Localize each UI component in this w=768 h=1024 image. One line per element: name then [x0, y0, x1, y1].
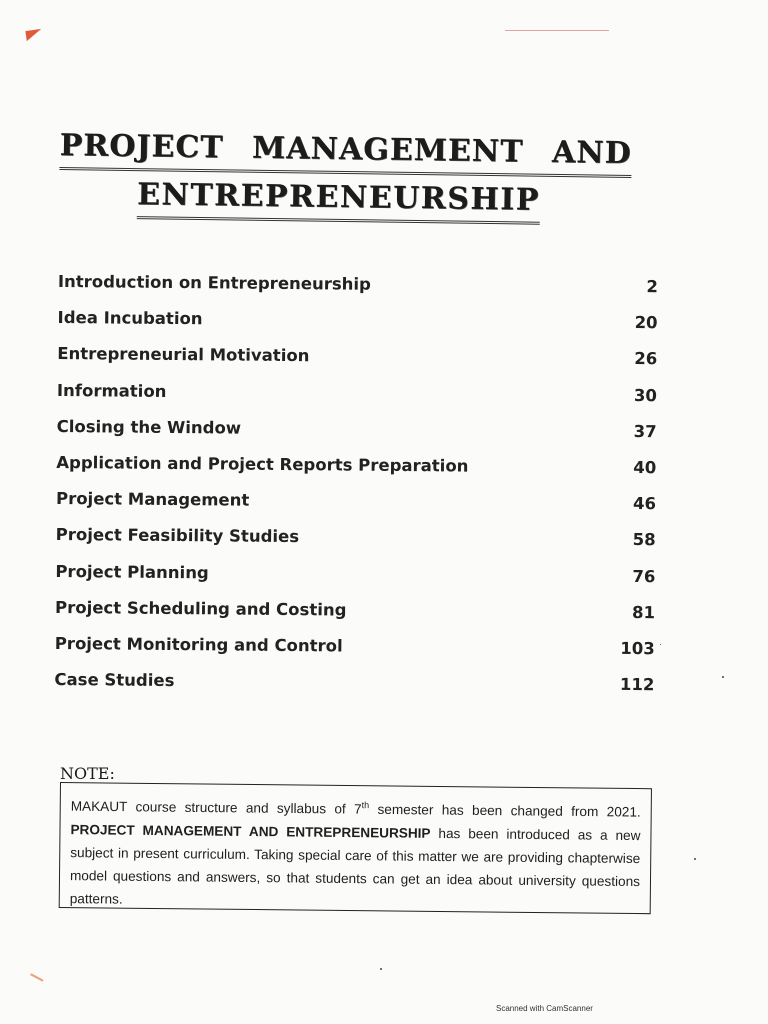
- toc-row: [56, 417, 662, 458]
- toc-page-number: 37: [633, 421, 657, 441]
- toc-page-number: 30: [633, 385, 658, 405]
- note-label: NOTE:: [60, 764, 115, 783]
- toc-title: Project Feasibility Studies: [55, 525, 300, 547]
- toc-row: [56, 453, 662, 494]
- toc-row: [58, 272, 664, 313]
- note-emphasis: PROJECT MANAGEMENT AND ENTREPRENEURSHIP: [70, 821, 431, 841]
- title-word: AND: [551, 134, 632, 171]
- toc-title: Entrepreneurial Motivation: [57, 344, 310, 366]
- scan-speck: [722, 676, 724, 678]
- toc-title: Project Planning: [55, 561, 209, 582]
- toc-row: [55, 634, 661, 675]
- toc-title: Information: [56, 380, 167, 401]
- toc-row: [54, 670, 660, 711]
- toc-title: Project Monitoring and Control: [54, 633, 343, 656]
- toc-page-number: 20: [634, 313, 658, 333]
- title-line-1: [59, 128, 632, 178]
- note-text-part: has been introduced as a new subject in present curriculum. Taking special care of this matter we are providing chapterwise model questions and answers, so that students can get an idea about university questions patterns.: [69, 825, 641, 907]
- title-line-2: ENTREPRENEURSHIP: [137, 177, 540, 225]
- toc-page-number: 112: [619, 674, 655, 695]
- toc-title: Project Scheduling and Costing: [54, 597, 347, 620]
- toc-page-number: 58: [632, 530, 656, 550]
- toc-title: Closing the Window: [56, 416, 242, 438]
- note-superscript: th: [361, 800, 370, 811]
- toc-page-number: 46: [632, 494, 657, 514]
- toc-row: [57, 308, 663, 349]
- toc-title: Project Management: [55, 489, 250, 510]
- table-of-contents: [54, 272, 664, 712]
- scanner-credit: Scanned with CamScanner: [496, 1004, 593, 1013]
- scan-speck: [380, 968, 382, 970]
- toc-title: Introduction on Entrepreneurship: [57, 272, 372, 294]
- toc-title: Application and Project Reports Preparation: [56, 452, 469, 476]
- toc-row: [57, 344, 663, 385]
- title-word: PROJECT: [59, 128, 224, 166]
- toc-page-number: 2: [646, 277, 658, 297]
- toc-page-number: 103: [620, 638, 655, 659]
- note-text-part: semester has been changed from 2021.: [369, 801, 641, 820]
- scan-speck: [694, 858, 696, 860]
- note-box: [59, 782, 652, 914]
- toc-page-number: 81: [632, 602, 656, 622]
- toc-page-number: 26: [634, 349, 658, 369]
- toc-row: [55, 598, 661, 639]
- toc-title: Idea Incubation: [57, 308, 203, 329]
- toc-row: [57, 381, 663, 422]
- scan-artifact-line: [505, 30, 609, 31]
- title-word: MANAGEMENT: [251, 130, 524, 170]
- toc-page-number: 76: [632, 566, 656, 586]
- scan-speck: [660, 644, 661, 645]
- corner-mark: [25, 29, 42, 41]
- document-title: [59, 128, 640, 226]
- note-text-part: MAKAUT course structure and syllabus of 7: [70, 798, 362, 817]
- toc-row: [56, 489, 662, 530]
- toc-row: [55, 561, 661, 602]
- note-text: [70, 791, 641, 915]
- toc-row: [55, 525, 661, 566]
- toc-page-number: 40: [633, 457, 657, 478]
- scan-artifact-mark: [26, 973, 43, 988]
- toc-title: Case Studies: [54, 670, 175, 691]
